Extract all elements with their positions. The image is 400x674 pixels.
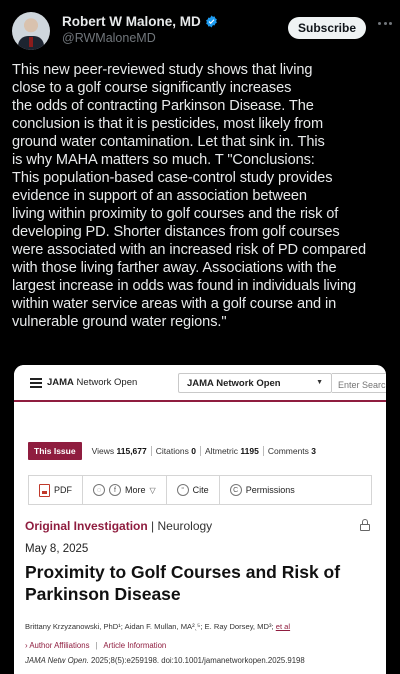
journal-select-value: JAMA Network Open: [187, 378, 281, 389]
more-options-icon[interactable]: [378, 22, 392, 28]
issue-metrics-row: [28, 441, 320, 461]
jama-topbar: [14, 365, 386, 402]
citation-journal: JAMA Netw Open.: [25, 656, 89, 665]
more-label: More: [125, 485, 146, 495]
cite-label: Cite: [192, 485, 209, 495]
article-information-link[interactable]: Article Information: [103, 641, 167, 650]
tweet-header: [0, 0, 400, 56]
affiliations-row: › Author Affiliations | Article Information: [25, 641, 167, 650]
search-input[interactable]: [332, 373, 386, 393]
metric-altmetric: Altmetric 1195: [201, 446, 264, 456]
author-name-row[interactable]: [62, 14, 218, 29]
menu-icon[interactable]: [30, 378, 42, 388]
author-name[interactable]: Robert W Malone, MD: [62, 14, 201, 29]
authors-text: Brittany Krzyzanowski, PhD¹; Aidan F. Mullan, MA²ˎ⁵; E. Ray Dorsey, MD³;: [25, 622, 274, 631]
facebook-icon: f: [109, 484, 121, 496]
avatar[interactable]: [12, 12, 50, 50]
tweet-text: This new peer-reviewed study shows that living close to a golf course significantly increases the odds of contracting Parkinson Disease. The conclusion is that it is pesticides, most likely from ground water contamination. Let that sink in. This is why MAHA matters so much. T "Conclusions: This population-based case-control study provides evidence in support of an association between living within proximity to golf courses and the risk of developing PD. Shorter distances from golf courses were associated with an increased risk of PD compared with those living farther away. Associations with the largest increase in odds was found in individuals living within water service areas with a golf course and in vulnerable ground water regions.": [12, 62, 367, 330]
metric-comments: Comments 3: [267, 446, 317, 456]
author-affiliations-link[interactable]: Author Affiliations: [29, 641, 90, 650]
journal-select[interactable]: [178, 373, 332, 393]
article-actions-bar: [28, 475, 372, 505]
copyright-icon: C: [230, 484, 242, 496]
chevron-down-icon: ▼: [316, 379, 323, 386]
article-category: [25, 519, 212, 533]
permissions-button[interactable]: [220, 475, 305, 505]
more-share-button[interactable]: [83, 475, 167, 505]
chevron-right-icon: ›: [25, 641, 28, 650]
cite-button[interactable]: [167, 475, 220, 505]
article-title: Proximity to Golf Courses and Risk of Parkinson Disease: [25, 562, 341, 604]
category-link[interactable]: Original Investigation: [25, 519, 148, 533]
pdf-label: PDF: [54, 485, 72, 495]
subcategory: | Neurology: [151, 519, 213, 533]
metric-citations: Citations 0: [152, 446, 201, 456]
article-citation: [25, 656, 305, 665]
subscribe-button[interactable]: Subscribe: [288, 17, 366, 39]
article-image-card[interactable]: [14, 365, 386, 674]
pdf-icon: [39, 484, 50, 497]
author-list: [25, 622, 375, 631]
author-handle[interactable]: @RWMaloneMD: [62, 31, 156, 45]
lock-icon: [360, 519, 370, 531]
publish-date: May 8, 2025: [25, 543, 89, 555]
social-share-icon: ◌: [93, 484, 105, 496]
et-al-link[interactable]: et al: [275, 622, 291, 631]
quote-icon: “: [177, 484, 189, 496]
metric-views: Views 115,677: [88, 446, 152, 456]
this-issue-button[interactable]: This Issue: [28, 442, 82, 460]
permissions-label: Permissions: [245, 485, 295, 495]
pdf-button[interactable]: [29, 475, 83, 505]
verified-badge-icon: [205, 15, 218, 28]
citation-details: 2025;8(5):e259198. doi:10.1001/jamanetworkopen.2025.9198: [88, 656, 305, 665]
article-metrics: [88, 446, 320, 456]
jama-brand[interactable]: JAMA Network Open: [47, 377, 138, 388]
chevron-down-icon: ▽: [149, 485, 156, 495]
avatar-tie: [29, 37, 33, 47]
